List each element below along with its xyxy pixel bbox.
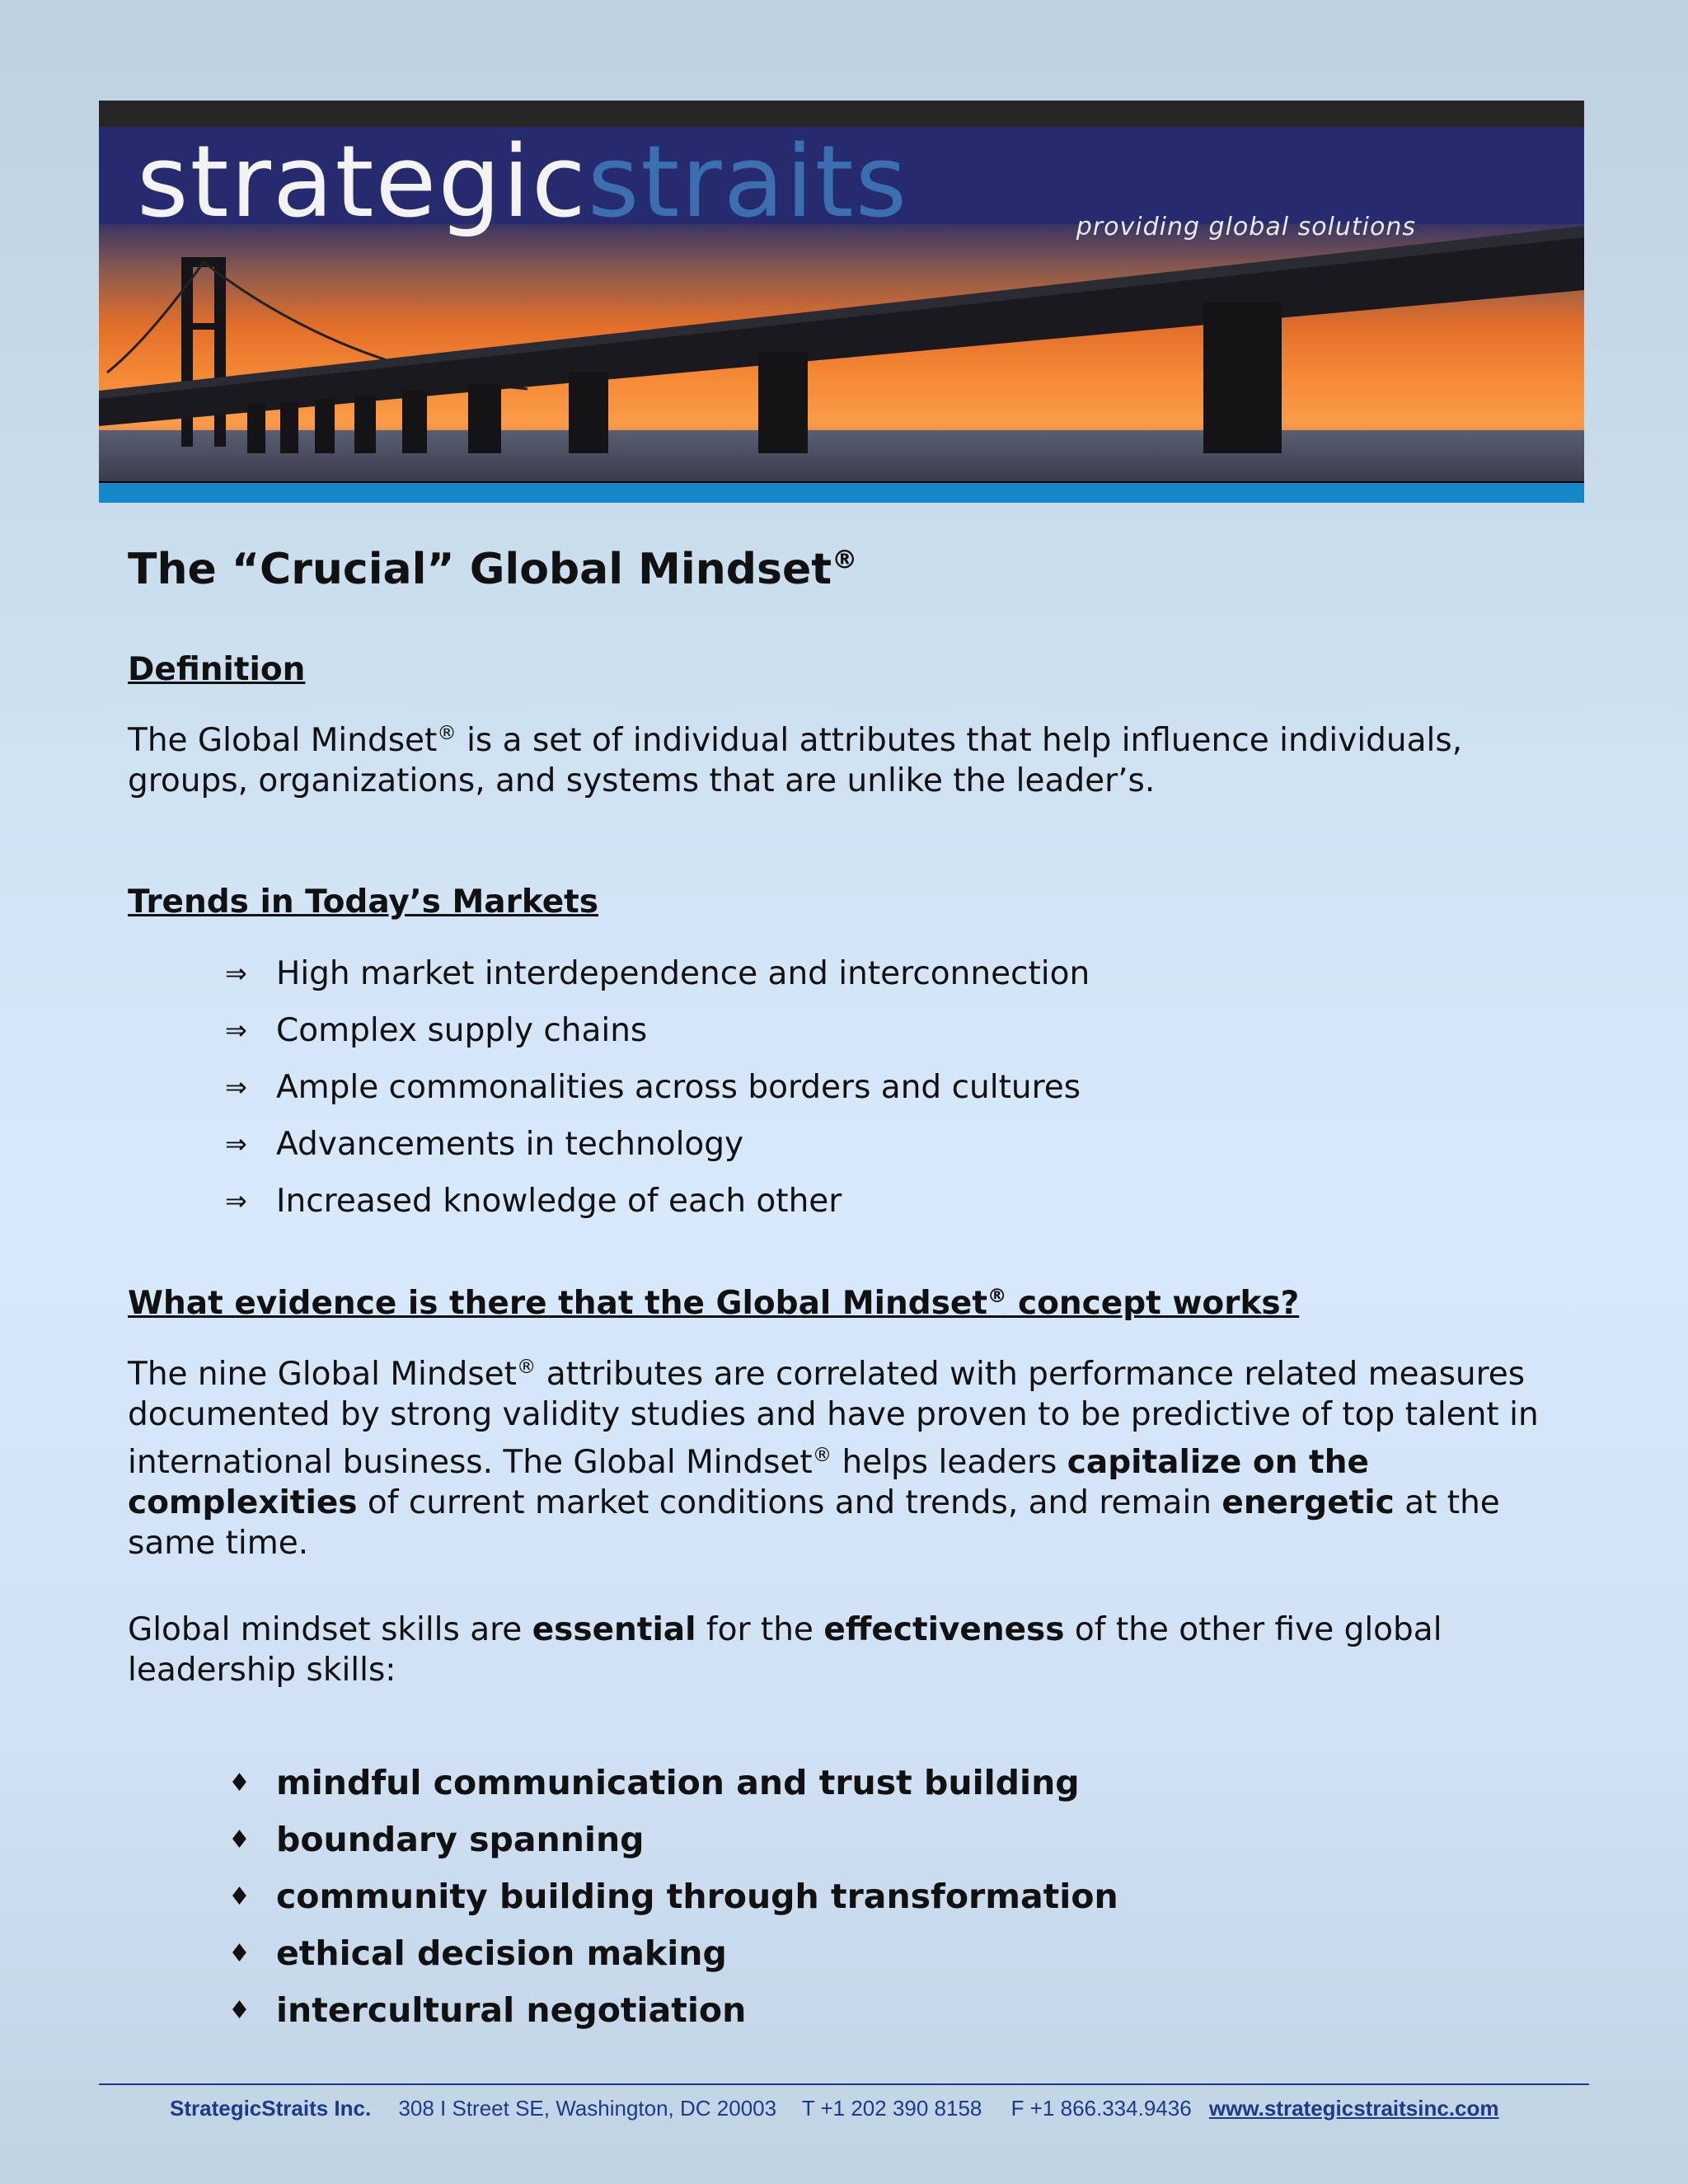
definition-heading: Definition: [128, 651, 306, 689]
list-item: ♦ boundary spanning: [225, 1811, 1562, 1868]
footer-website-link[interactable]: www.strategicstraitsinc.com: [1208, 2096, 1499, 2121]
trends-heading: Trends in Today’s Markets: [128, 883, 599, 921]
header-banner: [99, 101, 1584, 503]
list-item: ⇒ High market interdependence and interconnection: [225, 945, 1562, 1002]
logo-word-strategic: strategic: [137, 125, 588, 240]
definition-text: The Global Mindset® is a set of individual attributes that help influence individuals, groups, organizations, and systems that are unlike the leader’s.: [128, 721, 1463, 800]
list-item: ⇒ Increased knowledge of each other: [225, 1173, 1562, 1230]
diamond-bullet-icon: ♦: [228, 1768, 251, 1797]
diamond-bullet-icon: ♦: [228, 1938, 251, 1968]
double-arrow-icon: ⇒: [225, 1071, 247, 1103]
diamond-bullet-icon: ♦: [228, 1995, 251, 2025]
double-arrow-icon: ⇒: [225, 1014, 247, 1046]
double-arrow-icon: ⇒: [225, 957, 247, 989]
footer-phone: T +1 202 390 8158: [801, 2096, 982, 2121]
trends-list: [225, 945, 1562, 1230]
list-item: ♦ mindful communication and trust building: [225, 1755, 1562, 1811]
footer-divider: [99, 2083, 1589, 2085]
evidence-paragraph-1: The nine Global Mindset® attributes are correlated with performance related measures documented by strong validity studies and have proven to be predictive of top talent in international business. The Global Mindset® helps leaders capitalize on the complexities of current market conditions and trends, and remain energetic at the same time.: [128, 1354, 1539, 1562]
trends-section: [128, 883, 1562, 1230]
footer-fax: F +1 866.334.9436: [1010, 2096, 1192, 2121]
footer-company: StrategicStraits Inc.: [170, 2096, 372, 2121]
list-item: ⇒ Complex supply chains: [225, 1002, 1562, 1059]
document-body: [128, 527, 1562, 2039]
registered-mark: ®: [832, 545, 858, 575]
evidence-heading: What evidence is there that the Global Mindset® concept works?: [128, 1283, 1300, 1322]
list-item: ♦ ethical decision making: [225, 1925, 1562, 1982]
list-item: ⇒ Ample commonalities across borders and cultures: [225, 1059, 1562, 1116]
footer: [170, 2096, 1499, 2121]
evidence-section: [128, 1284, 1562, 2039]
tagline: providing global solutions: [1076, 213, 1416, 241]
logo-word-straits: straits: [587, 125, 909, 240]
list-item: ♦ community building through transformation: [225, 1868, 1562, 1925]
page-title: The “Crucial” Global Mindset®: [128, 545, 858, 594]
double-arrow-icon: ⇒: [225, 1184, 247, 1216]
company-logo: [137, 125, 909, 240]
diamond-bullet-icon: ♦: [228, 1825, 251, 1854]
double-arrow-icon: ⇒: [225, 1127, 247, 1160]
definition-section: [128, 651, 1562, 801]
banner-blue-strip: [99, 483, 1584, 503]
list-item: ♦ intercultural negotiation: [225, 1982, 1562, 2039]
skills-list: [225, 1755, 1562, 2039]
diamond-bullet-icon: ♦: [228, 1882, 251, 1911]
list-item: ⇒ Advancements in technology: [225, 1116, 1562, 1173]
evidence-paragraph-2: Global mindset skills are essential for the effectiveness of the other five global leadership skills:: [128, 1610, 1442, 1689]
footer-address: 308 I Street SE, Washington, DC 20003: [398, 2096, 777, 2121]
